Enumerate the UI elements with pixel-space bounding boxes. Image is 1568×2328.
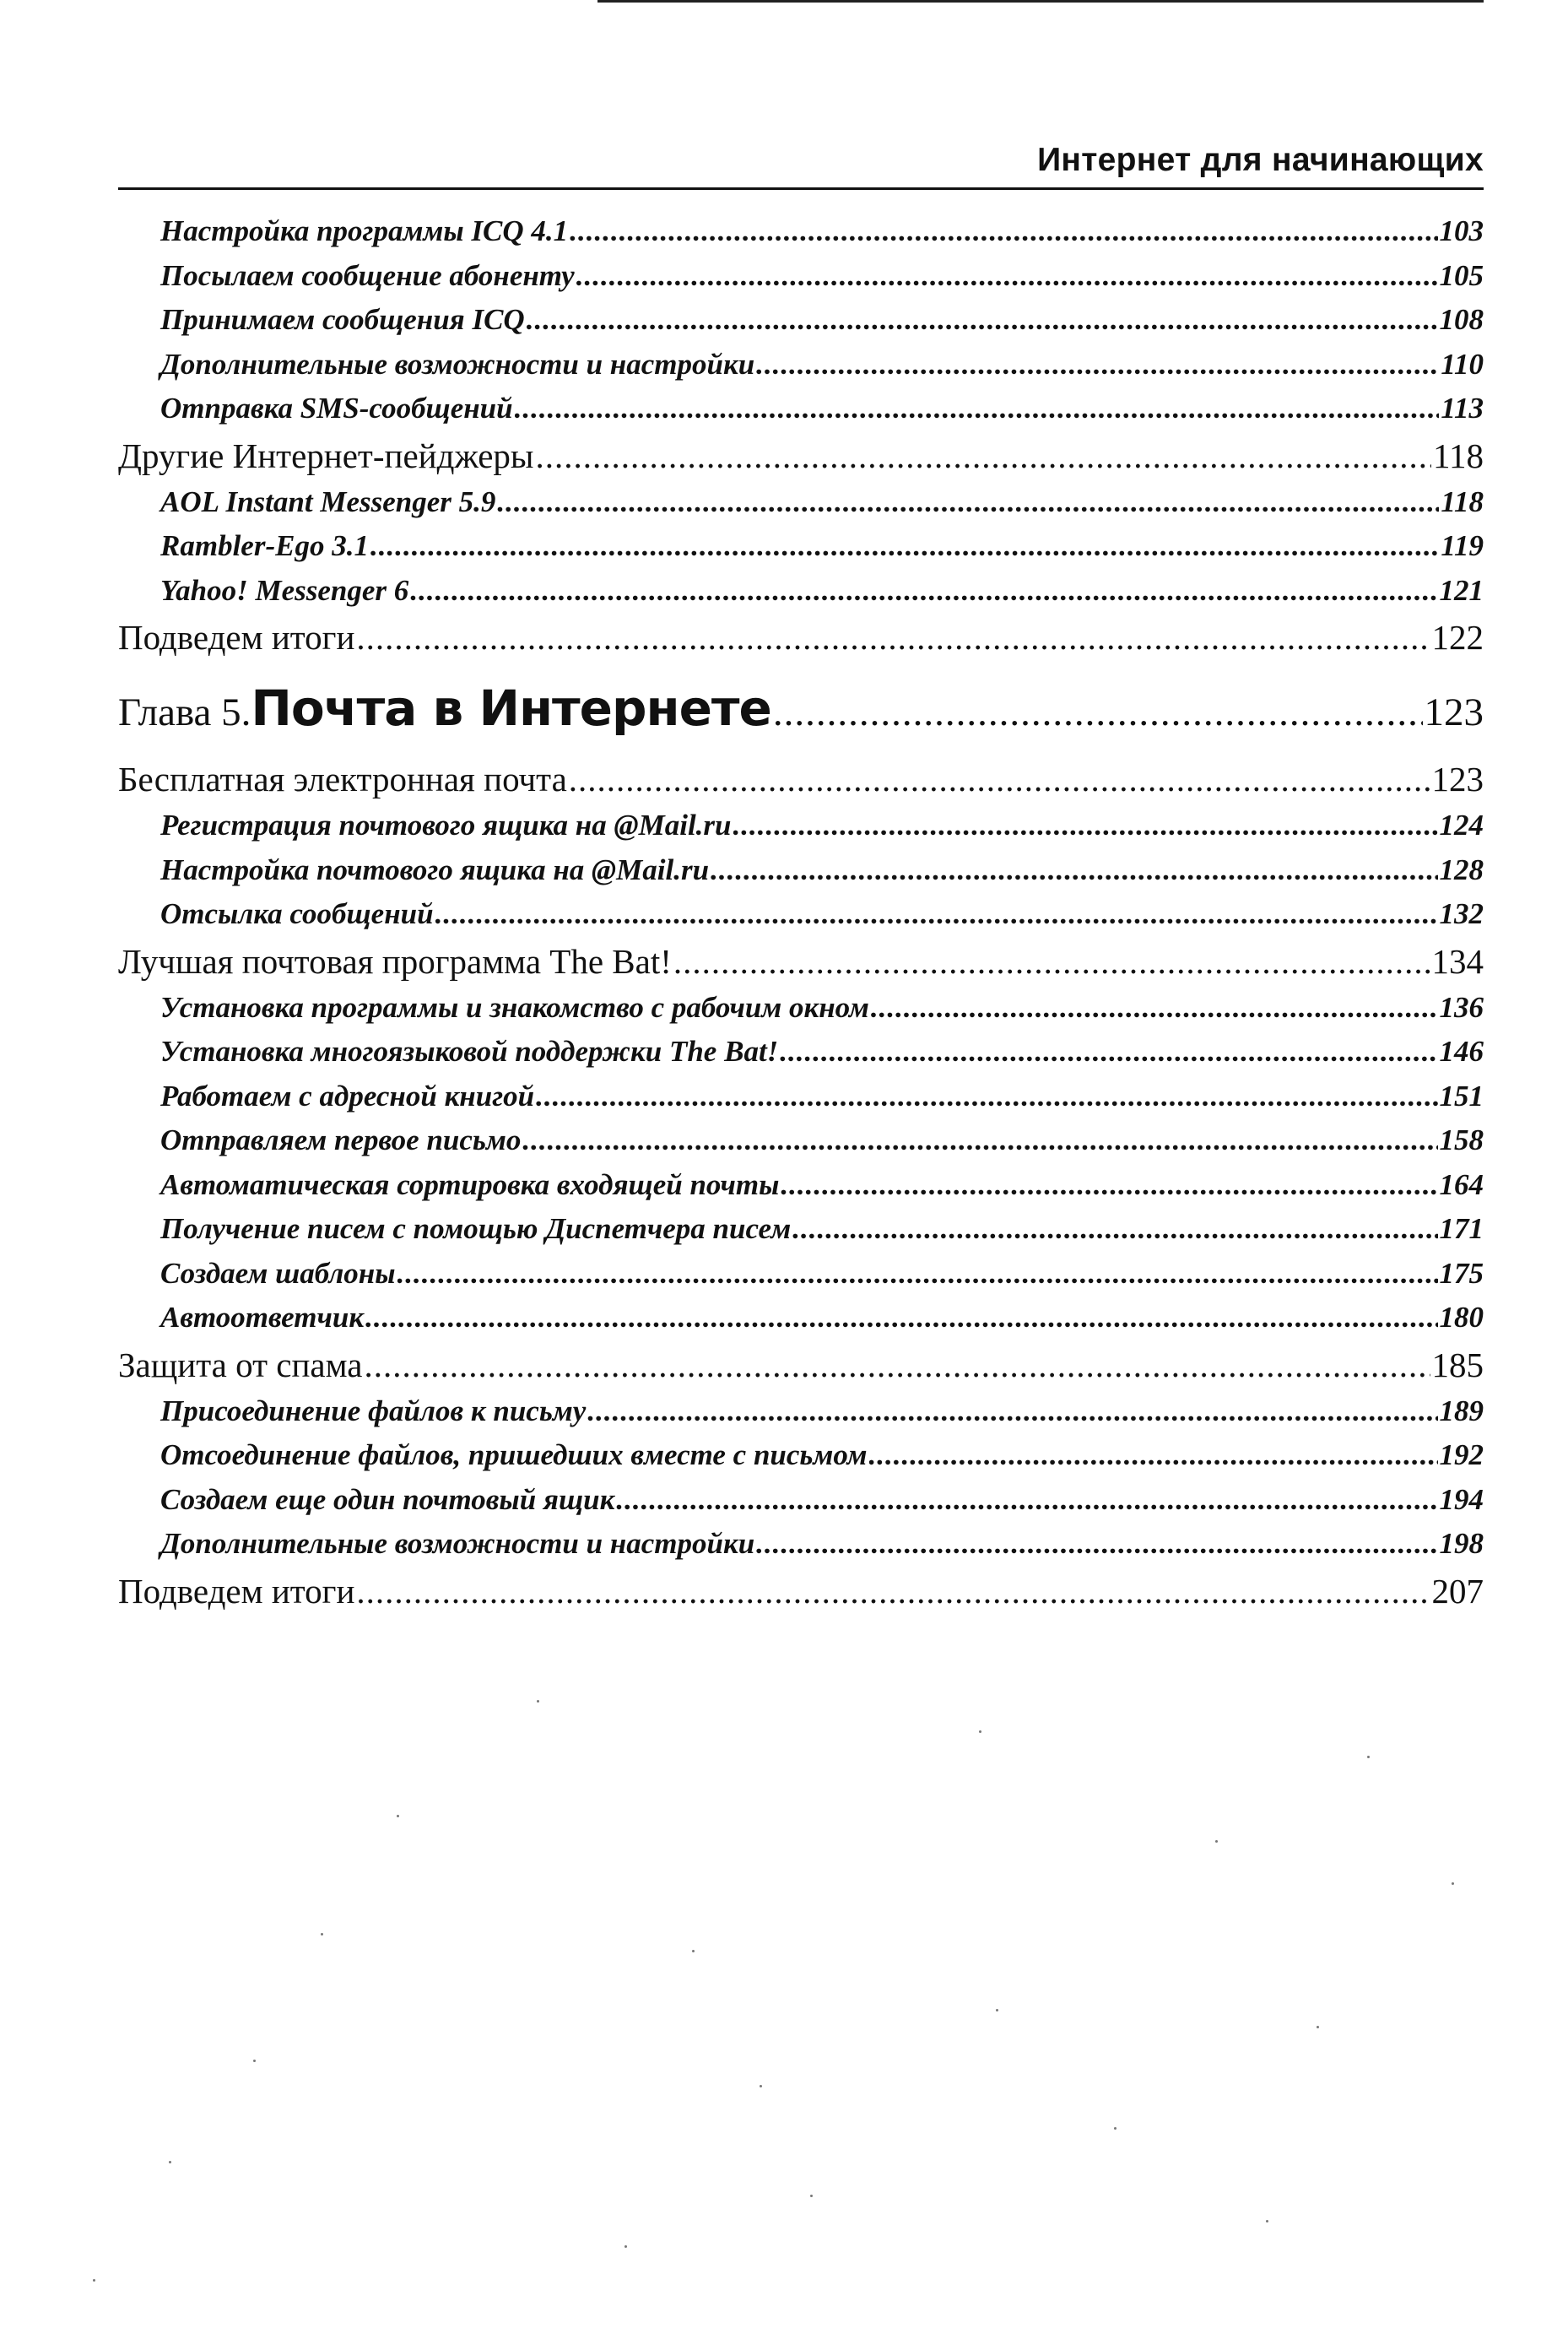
toc-section[interactable] [118, 1567, 1484, 1616]
toc-entry-title: Работаем с адресной книгой [160, 1079, 535, 1113]
toc-entry-title: Установка многоязыковой поддержки The Bat! [160, 1035, 779, 1068]
dot-leader [435, 892, 1438, 937]
toc-subsection[interactable] [118, 804, 1484, 848]
toc-subsection[interactable] [118, 524, 1484, 569]
noise-speck [1114, 2127, 1117, 2130]
dot-leader [527, 298, 1438, 343]
toc-subsection[interactable] [118, 1118, 1484, 1163]
dot-leader [781, 1163, 1437, 1208]
toc-page-number: 110 [1441, 347, 1484, 381]
toc-page-number: 122 [1431, 618, 1484, 657]
toc-page-number: 134 [1431, 941, 1484, 981]
toc-subsection[interactable] [118, 480, 1484, 525]
noise-speck [169, 2161, 171, 2163]
dot-leader [356, 1567, 1430, 1616]
toc-page-number: 123 [1424, 690, 1484, 734]
toc-page-number: 175 [1439, 1256, 1484, 1290]
toc-entry-title: Другие Интернет-пейджеры [118, 436, 534, 475]
toc-entry-title: Настройка программы ICQ 4.1 [160, 214, 569, 247]
toc-entry-title: Отсоединение файлов, пришедших вместе с письмом [160, 1438, 868, 1471]
dot-leader [756, 1522, 1437, 1567]
dot-leader [365, 1296, 1437, 1340]
top-border-rule [597, 0, 1484, 3]
toc-entry-title: Создаем шаблоны [160, 1256, 396, 1290]
toc-subsection[interactable] [118, 209, 1484, 254]
dot-leader [673, 937, 1430, 986]
dot-leader [536, 1075, 1437, 1119]
dot-leader [711, 848, 1437, 893]
toc-entry-title: Дополнительные возможности и настройки [160, 347, 755, 381]
header-rule [118, 187, 1484, 190]
toc-page-number: 158 [1439, 1123, 1484, 1156]
toc-entry-title: Yahoo! Messenger 6 [160, 573, 409, 607]
toc-entry-title: Автоответчик [160, 1301, 365, 1334]
dot-leader [570, 209, 1437, 254]
noise-speck [1215, 1840, 1218, 1843]
toc-page-number: 136 [1439, 990, 1484, 1024]
toc-entry-title: Защита от спама [118, 1345, 363, 1384]
noise-speck [1317, 2026, 1319, 2028]
toc-subsection[interactable] [118, 343, 1484, 387]
toc-page-number: 128 [1439, 853, 1484, 886]
toc-page-number: 124 [1439, 809, 1484, 842]
dot-leader [569, 755, 1430, 804]
toc-page-number: 118 [1433, 436, 1484, 475]
toc-page-number: 121 [1439, 573, 1484, 607]
dot-leader [733, 804, 1438, 848]
dot-leader [397, 1252, 1438, 1297]
noise-speck [979, 1730, 981, 1733]
toc-subsection[interactable] [118, 1478, 1484, 1523]
toc-subsection[interactable] [118, 1296, 1484, 1340]
toc-entry-title: Подведем итоги [118, 1571, 355, 1611]
toc-page-number: 198 [1439, 1527, 1484, 1560]
toc-subsection[interactable] [118, 1252, 1484, 1297]
toc-page-number: 180 [1439, 1301, 1484, 1334]
chapter-number: Глава 5. [118, 690, 251, 734]
toc-entry-title: Лучшая почтовая программа The Bat! [118, 941, 672, 981]
dot-leader [370, 524, 1439, 569]
toc-page-number: 194 [1439, 1482, 1484, 1516]
noise-speck [692, 1950, 695, 1952]
toc-entry-title: Присоединение файлов к письму [160, 1394, 587, 1427]
noise-speck [624, 2245, 627, 2248]
noise-speck [253, 2060, 256, 2062]
toc-page-number: 185 [1431, 1345, 1484, 1384]
toc-entry-title: Установка программы и знакомство с рабочим окном [160, 990, 869, 1024]
toc-page-number: 146 [1439, 1035, 1484, 1068]
dot-leader [410, 569, 1437, 614]
noise-speck [1367, 1756, 1370, 1758]
dot-leader [587, 1389, 1437, 1434]
dot-leader [616, 1478, 1437, 1523]
toc-section[interactable] [118, 755, 1484, 804]
toc-subsection[interactable] [118, 1207, 1484, 1252]
toc-entry-title: Отсылка сообщений [160, 897, 434, 930]
toc-subsection[interactable] [118, 892, 1484, 937]
toc-section[interactable] [118, 431, 1484, 480]
noise-speck [1452, 1882, 1454, 1885]
dot-leader [792, 1207, 1437, 1252]
toc-page-number: 189 [1439, 1394, 1484, 1427]
toc-entry-title: Автоматическая сортировка входящей почты [160, 1167, 780, 1201]
toc-entry-title: Бесплатная электронная почта [118, 760, 567, 799]
toc-section[interactable] [118, 613, 1484, 662]
toc-subsection[interactable] [118, 298, 1484, 343]
toc-subsection[interactable] [118, 569, 1484, 614]
noise-speck [397, 1815, 399, 1817]
dot-leader [871, 986, 1438, 1031]
toc-subsection[interactable] [118, 1433, 1484, 1478]
dot-leader [773, 666, 1423, 759]
toc-subsection[interactable] [118, 1075, 1484, 1119]
toc-entry-title: Настройка почтового ящика на @Mail.ru [160, 853, 710, 886]
toc-section[interactable] [118, 937, 1484, 986]
toc-page-number: 164 [1439, 1167, 1484, 1201]
dot-leader [576, 254, 1438, 299]
toc-subsection[interactable] [118, 1163, 1484, 1208]
toc-subsection[interactable] [118, 1030, 1484, 1075]
toc-entry-title: Rambler-Ego 3.1 [160, 529, 369, 562]
toc-page-number: 118 [1441, 485, 1484, 518]
dot-leader [535, 431, 1431, 480]
toc-page-number: 123 [1431, 760, 1484, 799]
toc-page-number: 207 [1431, 1571, 1484, 1611]
toc-page-number: 103 [1439, 214, 1484, 247]
toc-subsection[interactable] [118, 1389, 1484, 1434]
toc-entry-title: Принимаем сообщения ICQ [160, 303, 525, 336]
dot-leader [780, 1030, 1437, 1075]
dot-leader [522, 1118, 1437, 1163]
toc-entry-title [118, 662, 771, 759]
dot-leader [497, 480, 1439, 525]
toc-subsection[interactable] [118, 254, 1484, 299]
toc-page-number: 105 [1439, 258, 1484, 292]
toc-page-number: 108 [1439, 303, 1484, 336]
toc-entry-title: AOL Instant Messenger 5.9 [160, 485, 496, 518]
noise-speck [810, 2195, 813, 2197]
toc-page-number: 171 [1439, 1212, 1484, 1245]
noise-speck [321, 1933, 323, 1935]
chapter-title: Почта в Интернете [251, 679, 771, 737]
toc-page-number: 113 [1441, 392, 1484, 425]
noise-speck [537, 1700, 539, 1703]
toc-entry-title: Дополнительные возможности и настройки [160, 1527, 755, 1560]
toc-subsection[interactable] [118, 986, 1484, 1031]
toc-subsection[interactable] [118, 1522, 1484, 1567]
toc-entry-title: Посылаем сообщение абоненту [160, 258, 575, 292]
toc-page-number: 119 [1441, 529, 1484, 562]
toc-subsection[interactable] [118, 387, 1484, 431]
dot-leader [515, 387, 1440, 431]
toc-page-number: 151 [1439, 1079, 1484, 1113]
dot-leader [869, 1433, 1438, 1478]
toc-entry-title: Подведем итоги [118, 618, 355, 657]
toc-entry-title: Отправляем первое письмо [160, 1123, 522, 1156]
toc-page-number: 192 [1439, 1438, 1484, 1471]
noise-speck [93, 2279, 95, 2282]
toc-entry-title: Создаем еще один почтовый ящик [160, 1482, 615, 1516]
running-head: Интернет для начинающих [1037, 142, 1484, 178]
toc-page-number: 132 [1439, 897, 1484, 930]
dot-leader [364, 1340, 1430, 1389]
toc-entry-title: Получение писем с помощью Диспетчера писем [160, 1212, 792, 1245]
toc-entry-title: Регистрация почтового ящика на @Mail.ru [160, 809, 732, 842]
noise-speck [996, 2009, 998, 2011]
noise-speck [1266, 2220, 1268, 2222]
toc-entry-title: Отправка SMS-сообщений [160, 392, 513, 425]
toc-section[interactable] [118, 1340, 1484, 1389]
dot-leader [356, 613, 1430, 662]
table-of-contents [118, 209, 1484, 1616]
noise-speck [760, 2085, 762, 2087]
toc-chapter[interactable] [118, 662, 1484, 755]
toc-subsection[interactable] [118, 848, 1484, 893]
dot-leader [756, 343, 1439, 387]
